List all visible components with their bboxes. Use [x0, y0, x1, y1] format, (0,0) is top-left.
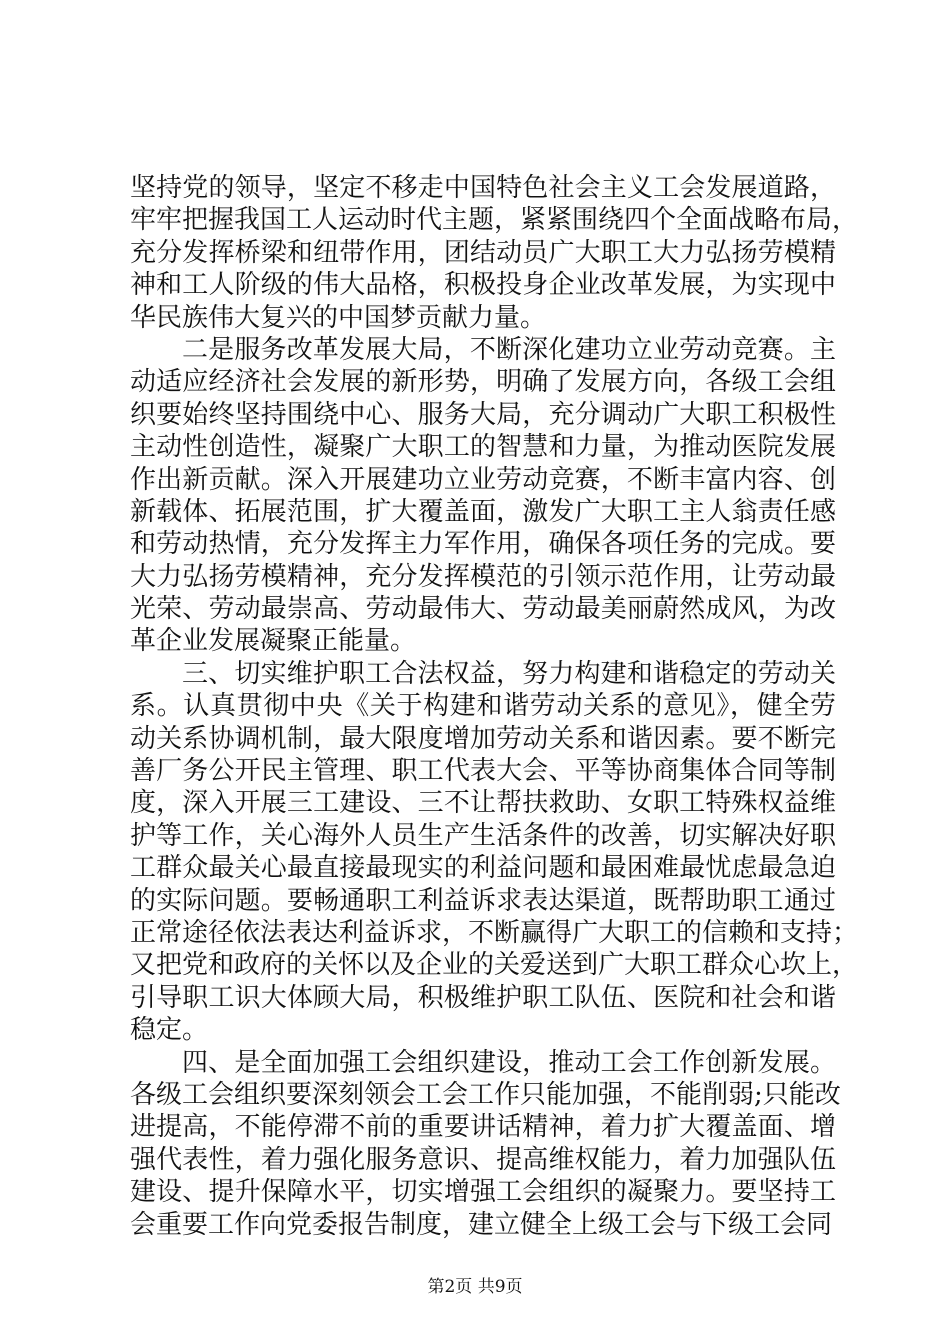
- paragraph-line: 坚持党的领导，坚定不移走中国特色社会主义工会发展道路，: [130, 173, 836, 203]
- paragraph: [130, 1047, 841, 1241]
- body-text: [130, 172, 859, 1241]
- paragraph-line: 二是服务改革发展大局，不断深化建功立业劳动竞赛。主: [182, 334, 836, 365]
- paragraph-line: 动适应经济社会发展的新形势，明确了发展方向，各级工会组: [130, 367, 836, 398]
- paragraph-line: 牢牢把握我国工人运动时代主题，紧紧围绕四个全面战略布局，: [130, 205, 859, 236]
- paragraph-line: 善厂务公开民主管理、职工代表大会、平等协商集体合同等制: [130, 756, 836, 787]
- paragraph-line: 又把党和政府的关怀以及企业的关爱送到广大职工群众心坎上，: [130, 950, 859, 981]
- paragraph-line: 引导职工识大体顾大局，积极维护职工队伍、医院和社会和谐: [130, 982, 836, 1013]
- paragraph-line: 作出新贡献。深入开展建功立业劳动竞赛，不断丰富内容、创: [130, 464, 836, 495]
- paragraph-line: 护等工作，关心海外人员生产生活条件的改善，切实解决好职: [130, 820, 836, 851]
- paragraph-line: 新载体、拓展范围，扩大覆盖面，激发广大职工主人翁责任感: [130, 496, 836, 527]
- paragraph-line: 进提高，不能停滞不前的重要讲话精神，着力扩大覆盖面、增: [130, 1112, 836, 1143]
- paragraph-line: 正常途径依法表达利益诉求，不断赢得广大职工的信赖和支持；: [130, 917, 859, 948]
- paragraph-line: 会重要工作向党委报告制度，建立健全上级工会与下级工会同: [130, 1209, 833, 1240]
- paragraph-line: 工群众最关心最直接最现实的利益问题和最困难最忧虑最急迫: [130, 853, 836, 884]
- paragraph-line: 充分发挥桥梁和纽带作用，团结动员广大职工大力弘扬劳模精: [130, 237, 836, 268]
- paragraph-line: 系。认真贯彻中央《关于构建和谐劳动关系的意见》，健全劳: [130, 691, 836, 722]
- paragraph-line: 强代表性，着力强化服务意识、提高维权能力，着力加强队伍: [130, 1144, 836, 1175]
- paragraph-line: 稳定。: [130, 1015, 209, 1046]
- paragraph: [130, 172, 859, 334]
- paragraph-line: 建设、提升保障水平，切实增强工会组织的凝聚力。要坚持工: [130, 1177, 836, 1208]
- paragraph-line: 度，深入开展三工建设、三不让帮扶救助、女职工特殊权益维: [130, 788, 836, 819]
- paragraph-line: 动关系协调机制，最大限度增加劳动关系和谐因素。要不断完: [130, 723, 836, 754]
- paragraph-line: 华民族伟大复兴的中国梦贡献力量。: [130, 302, 547, 333]
- paragraph-line: 主动性创造性，凝聚广大职工的智慧和力量，为推动医院发展: [130, 432, 836, 463]
- paragraph: [130, 658, 859, 1047]
- paragraph-line: 三、切实维护职工合法权益，努力构建和谐稳定的劳动关: [182, 658, 836, 689]
- paragraph-line: 各级工会组织要深刻领会工会工作只能加强，不能削弱;只能改: [130, 1079, 841, 1110]
- page-footer: 第2页 共9页: [427, 1277, 523, 1297]
- paragraph-line: 织要始终坚持围绕中心、服务大局，充分调动广大职工积极性: [130, 399, 836, 430]
- paragraph-line: 神和工人阶级的伟大品格，积极投身企业改革发展，为实现中: [130, 270, 836, 301]
- paragraph-line: 革企业发展凝聚正能量。: [130, 626, 417, 657]
- paragraph-line: 的实际问题。要畅通职工利益诉求表达渠道，既帮助职工通过: [130, 885, 836, 916]
- paragraph-line: 四、是全面加强工会组织建设，推动工会工作创新发展。: [182, 1047, 836, 1078]
- paragraph-line: 光荣、劳动最崇高、劳动最伟大、劳动最美丽蔚然成风，为改: [130, 594, 836, 625]
- paragraph-line: 大力弘扬劳模精神，充分发挥模范的引领示范作用，让劳动最: [130, 561, 836, 592]
- paragraph: [130, 334, 836, 658]
- paragraph-line: 和劳动热情，充分发挥主力军作用，确保各项任务的完成。要: [130, 529, 836, 560]
